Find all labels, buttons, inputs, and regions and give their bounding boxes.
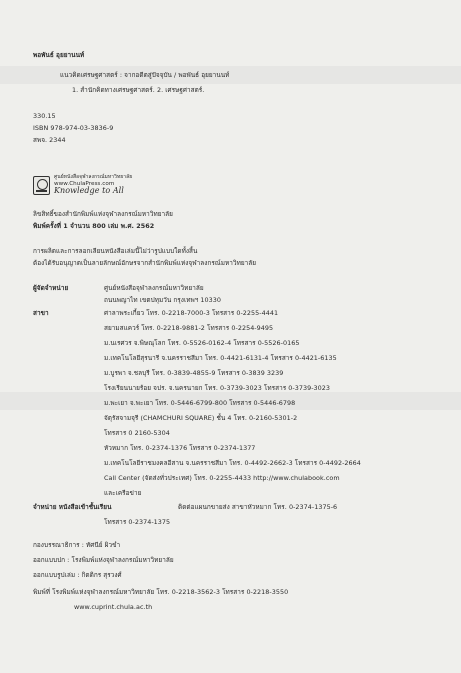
distributor-name: ศูนย์หนังสือจุฬาลงกรณ์มหาวิทยาลัย xyxy=(104,284,204,292)
record-number: สพจ. 2344 xyxy=(33,136,66,144)
chula-press-logo-icon xyxy=(33,176,50,195)
logo-url: www.ChulaPress.com xyxy=(54,181,115,187)
subject-headings: 1. สำนักคิดทางเศรษฐศาสตร์. 2. เศรษฐศาสตร์. xyxy=(72,86,205,94)
branch-line: ม.บูรพา จ.ชลบุรี โทร. 0-3839-4855-9 โทรสาร 0-3839 3239 xyxy=(104,369,284,377)
copyright-holder: ลิขสิทธิ์ของสำนักพิมพ์แห่งจุฬาลงกรณ์มหาวิทยาลัย xyxy=(33,210,173,218)
sales-line-2: โทรสาร 0-2374-1375 xyxy=(104,518,171,526)
branch-line: และเครือข่าย xyxy=(104,489,142,497)
layout-design-credit: ออกแบบรูปเล่ม : กิตติกร สุรวงศ์ xyxy=(33,571,122,579)
sales-label: จำหน่าย หนังสือเข้าชั้นเรียน xyxy=(33,503,112,511)
rights-notice-line-1: การผลิตและการลอกเลียนหนังสือเล่มนี้ไม่ว่ารูปแบบใดทั้งสิ้น xyxy=(33,247,198,255)
branch-line: โทรสาร 0 2160-5304 xyxy=(104,429,170,437)
branch-line: สยามสแควร์ โทร. 0-2218-9881-2 โทรสาร 0-2254-9495 xyxy=(104,324,274,332)
branch-line: Call Center (จัดส่งทั่วประเทศ) โทร. 0-2255-4433 http://www.chulabook.com xyxy=(104,474,340,482)
edition-info: พิมพ์ครั้งที่ 1 จำนวน 800 เล่ม พ.ศ. 2562 xyxy=(33,222,155,230)
logo-thai-name: ศูนย์หนังสือจุฬาลงกรณ์มหาวิทยาลัย xyxy=(54,174,133,180)
branch-line: ม.เทคโนโลยีสุรนารี จ.นครราชสีมา โทร. 0-4421-6131-4 โทรสาร 0-4421-6135 xyxy=(104,354,337,362)
author-name: พอพันธ์ อุยยานนท์ xyxy=(33,51,85,59)
branch-line: ศาลาพระเกี้ยว โทร. 0-2218-7000-3 โทรสาร 0-2255-4441 xyxy=(104,309,279,317)
branch-line: ม.เทคโนโลยีราชมงคลอีสาน จ.นครราชสีมา โทร. 0-4492-2662-3 โทรสาร 0-4492-2664 xyxy=(104,459,361,467)
cover-design-credit: ออกแบบปก : โรงพิมพ์แห่งจุฬาลงกรณ์มหาวิทยาลัย xyxy=(33,556,174,564)
isbn: ISBN 978-974-03-3836-9 xyxy=(33,124,114,132)
branch-line: หัวหมาก โทร. 0-2374-1376 โทรสาร 0-2374-1377 xyxy=(104,444,256,452)
sales-line-1: ติดต่อแผนกขายส่ง สาขาหัวหมาก โทร. 0-2374-1375-6 xyxy=(178,503,338,511)
printer-url: www.cuprint.chula.ac.th xyxy=(74,603,153,611)
branch-line: จัตุรัสจามจุรี (CHAMCHURI SQUARE) ชั้น 4 โทร. 0-2160-5301-2 xyxy=(104,414,298,422)
branch-line: ม.พะเยา จ.พะเยา โทร. 0-5446-6799-800 โทรสาร 0-5446-6798 xyxy=(104,399,296,407)
catalog-title: แนวคิดเศรษฐศาสตร์ : จากอดีตสู่ปัจจุบัน / พอพันธ์ อุยยานนท์ xyxy=(60,71,230,79)
printer-info: พิมพ์ที่ โรงพิมพ์แห่งจุฬาลงกรณ์มหาวิทยาลัย โทร. 0-2218-3562-3 โทรสาร 0-2218-3550 xyxy=(33,588,289,596)
rights-notice-line-2: ต้องได้รับอนุญาตเป็นลายลักษณ์อักษรจากสำนักพิมพ์แห่งจุฬาลงกรณ์มหาวิทยาลัย xyxy=(33,259,257,267)
branch-line: โรงเรียนนายร้อย จปร. จ.นครนายก โทร. 0-3739-3023 โทรสาร 0-3739-3023 xyxy=(104,384,331,392)
branches-label: สาขา xyxy=(33,309,49,317)
distributor-address: ถนนพญาไท เขตปทุมวัน กรุงเทพฯ 10330 xyxy=(104,296,222,304)
branch-line: ม.นเรศวร จ.พิษณุโลก โทร. 0-5526-0162-4 โทรสาร 0-5526-0165 xyxy=(104,339,300,347)
logo-tagline: Knowledge to All xyxy=(54,186,124,195)
call-number: 330.15 xyxy=(33,112,56,120)
distributor-label: ผู้จัดจำหน่าย xyxy=(33,284,69,292)
editor-credit: กองบรรณาธิการ : ทัศนีย์ ผิวขำ xyxy=(33,541,121,549)
